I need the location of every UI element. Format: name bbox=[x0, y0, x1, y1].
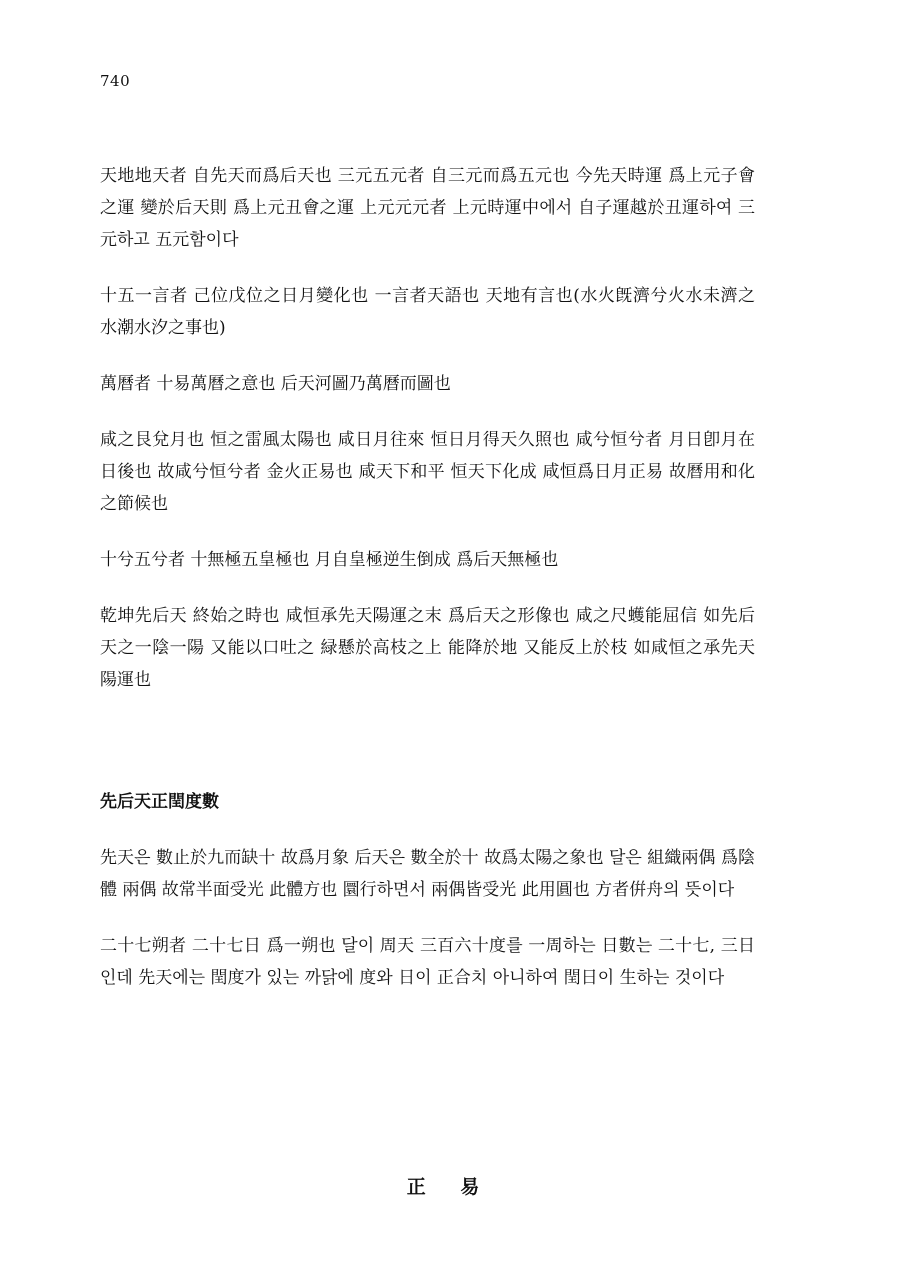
page-content bbox=[100, 160, 755, 1018]
paragraph: 十兮五兮者 十無極五皇極也 月自皇極逆生倒成 爲后天無極也 bbox=[100, 550, 559, 570]
paragraph: 咸之艮兌月也 恒之雷風太陽也 咸日月往來 恒日月得天久照也 咸兮恒兮者 月日卽月在日後也 故咸兮恒兮者 金火正易也 咸天下和平 恒天下化成 咸恒爲日月正易 故曆用和化之節候也 bbox=[100, 430, 755, 514]
paragraph: 先天은 數止於九而缺十 故爲月象 后天은 數全於十 故爲太陽之象也 달은 組織兩偶 爲陰體 兩偶 故常半面受光 此體方也 圜行하면서 兩偶皆受光 此用圓也 方者倂舟의 뜻이다 bbox=[100, 848, 755, 900]
paragraph: 十五一言者 己位戊位之日月變化也 一言者天語也 天地有言也(水火旣濟兮火水未濟之 水潮水汐之事也) bbox=[100, 286, 755, 338]
section-heading: 先后天正閏度數 bbox=[100, 792, 219, 812]
page-number: 740 bbox=[100, 72, 131, 90]
running-footer-title: 正 易 bbox=[406, 1176, 494, 1198]
section-spacer bbox=[100, 720, 755, 786]
paragraph: 二十七朔者 二十七日 爲一朔也 달이 周天 三百六十度를 一周하는 日數는 二十七, 三日인데 先天에는 閏度가 있는 까닭에 度와 日이 正合치 아니하여 閏日이 生하는 것이다 bbox=[100, 936, 755, 988]
paragraph: 乾坤先后天 終始之時也 咸恒承先天陽運之末 爲后天之形像也 咸之尺蠖能屈信 如先后天之一陰一陽 又能以口吐之 緑懸於高枝之上 能降於地 又能反上於枝 如咸恒之承先天陽運也 bbox=[100, 606, 755, 690]
paragraph: 萬曆者 十易萬曆之意也 后天河圖乃萬曆而圖也 bbox=[100, 374, 451, 394]
paragraph: 天地地天者 自先天而爲后天也 三元五元者 自三元而爲五元也 今先天時運 爲上元子會之運 變於后天則 爲上元丑會之運 上元元元者 上元時運中에서 自子運越於丑運하여 三元하고 五元함이다 bbox=[100, 166, 755, 250]
